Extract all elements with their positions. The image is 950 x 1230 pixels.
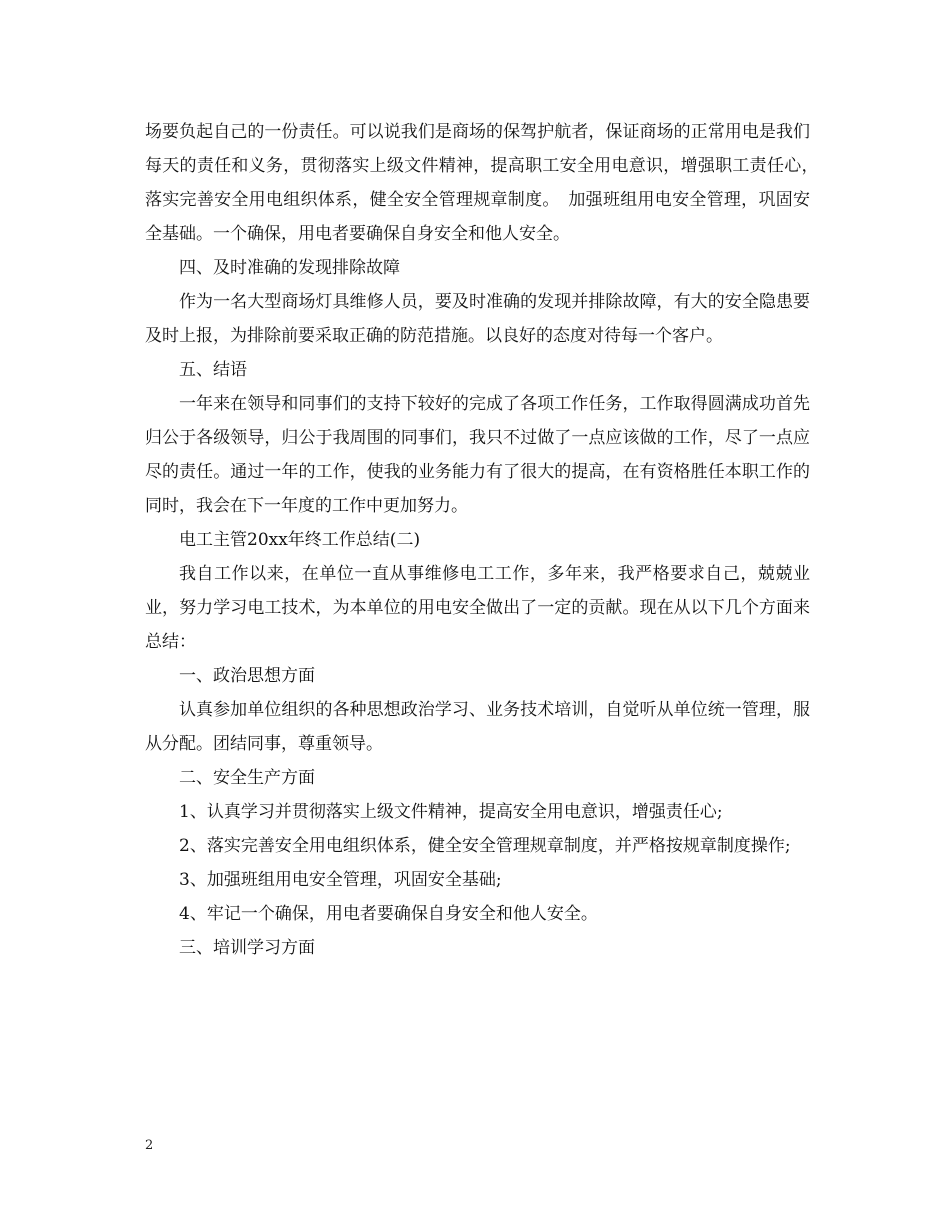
- paragraph-continuation: 场要负起自己的一份责任。可以说我们是商场的保驾护航者，保证商场的正常用电是我们每天的责任和义务，贯彻落实上级文件精神，提高职工安全用电意识，增强职工责任心， 落实完善安全用电组织体系，健全安全管理规章制度。 加强班组用电安全管理，巩固安全基础。一个确保，用电者要确保自身安全和他人安全。: [145, 122, 827, 244]
- section-heading-3: 三、培训学习方面: [179, 938, 315, 958]
- section-heading-1: 一、政治思想方面: [179, 666, 315, 686]
- list-item: 4、牢记一个确保，用电者要确保自身安全和他人安全。: [179, 904, 598, 924]
- section-heading-4: 四、及时准确的发现排除故障: [179, 258, 400, 278]
- page-number: 2: [145, 1138, 154, 1153]
- document-body: [145, 115, 827, 965]
- list-item: 2、落实完善安全用电组织体系，健全安全管理规章制度，并严格按规章制度操作;: [179, 836, 791, 856]
- paragraph: 作为一名大型商场灯具维修人员，要及时准确的发现并排除故障，有大的安全隐患要及时上报，为排除前要采取正确的防范措施。以良好的态度对待每一个客户。: [145, 292, 810, 346]
- section-heading-5: 五、结语: [179, 360, 247, 380]
- list-item: 1、认真学习并贯彻落实上级文件精神，提高安全用电意识，增强责任心;: [179, 802, 723, 822]
- paragraph: 我自工作以来，在单位一直从事维修电工工作，多年来，我严格要求自己，兢兢业业，努力学习电工技术，为本单位的用电安全做出了一定的贡献。现在从以下几个方面来总结：: [145, 564, 810, 652]
- list-item: 3、加强班组用电安全管理，巩固安全基础;: [179, 870, 502, 890]
- document-subtitle: 电工主管20xx年终工作总结(二): [179, 530, 421, 550]
- section-heading-2: 二、安全生产方面: [179, 768, 315, 788]
- paragraph: 认真参加单位组织的各种思想政治学习、业务技术培训，自觉听从单位统一管理，服从分配。团结同事，尊重领导。: [145, 700, 810, 754]
- paragraph: 一年来在领导和同事们的支持下较好的完成了各项工作任务，工作取得圆满成功首先归公于各级领导，归公于我周围的同事们，我只不过做了一点应该做的工作，尽了一点应尽的责任。通过一年的工作，使我的业务能力有了很大的提高，在有资格胜任本职工作的同时，我会在下一年度的工作中更加努力。: [145, 394, 810, 516]
